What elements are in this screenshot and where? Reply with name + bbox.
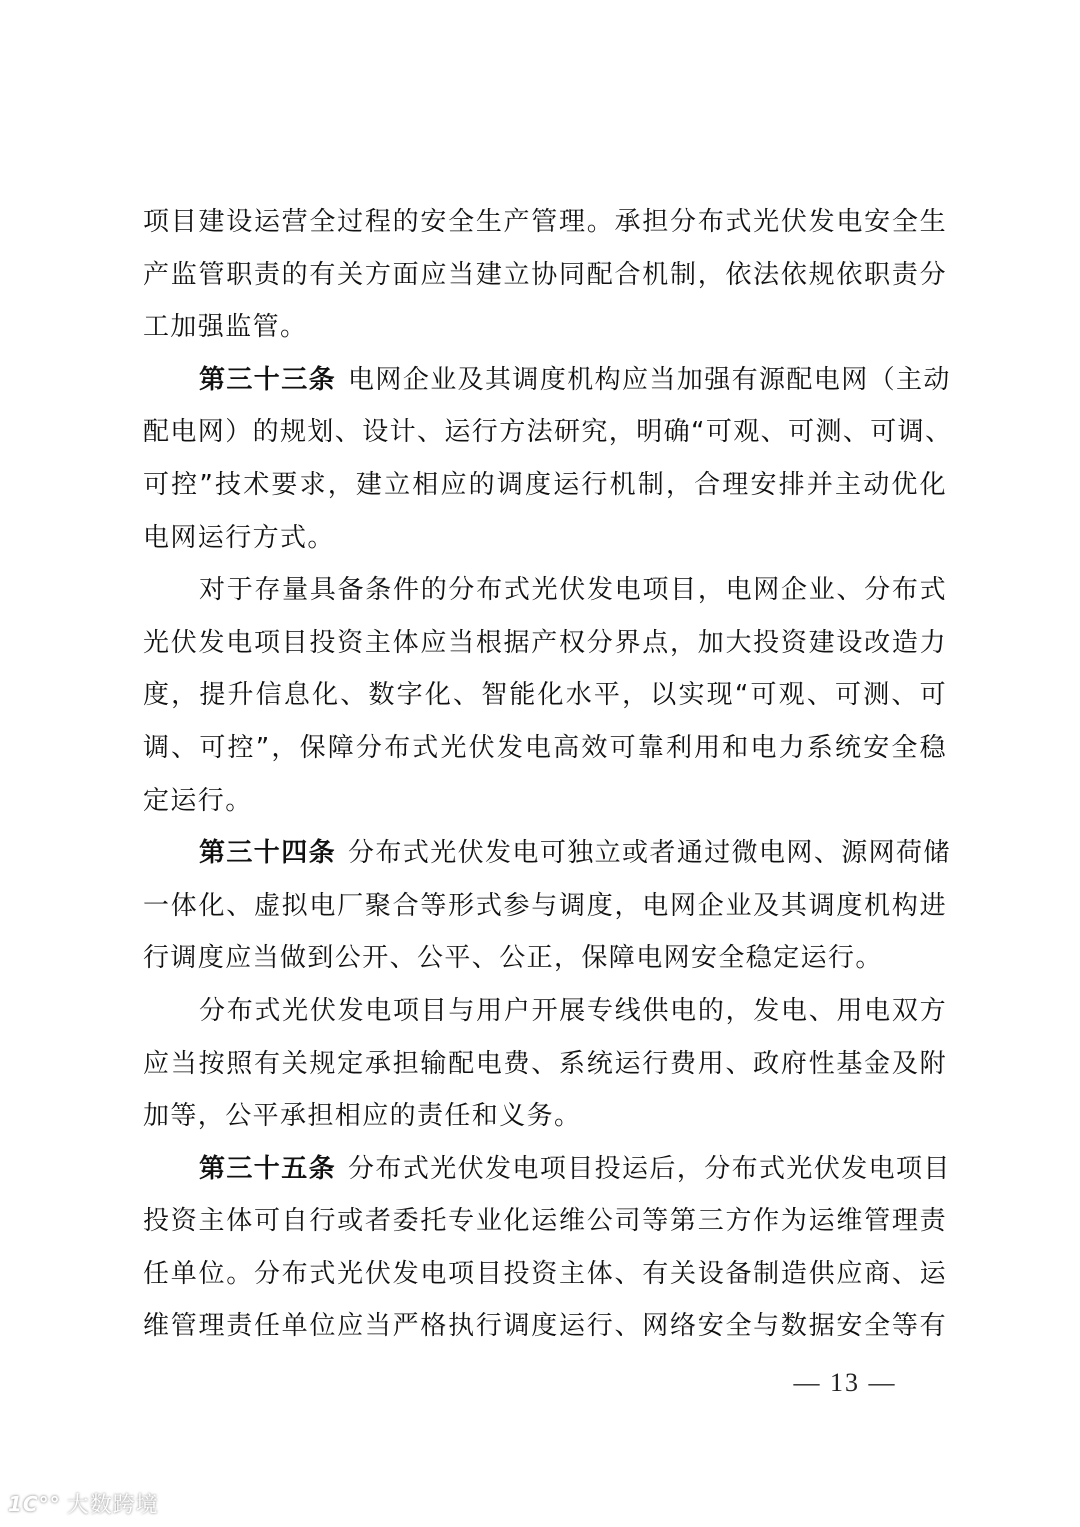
page-number: — 13 — [793,1368,897,1397]
text-line: 一体化、虚拟电厂聚合等形式参与调度，电网企业及其调度机构进 [143,890,947,921]
text-line: 定运行。 [143,785,253,816]
text-line: 可控”技术要求，建立相应的调度运行机制，合理安排并主动优化 [143,469,947,500]
text-line: 分布式光伏发电项目与用户开展专线供电的，发电、用电双方 [199,995,947,1026]
watermark [8,1488,159,1519]
text-line: 维管理责任单位应当严格执行调度运行、网络安全与数据安全等有 [143,1311,947,1342]
text-line: 应当按照有关规定承担输配电费、系统运行费用、政府性基金及附 [143,1048,947,1079]
article-text: 电网企业及其调度机构应当加强有源配电网（主动 [348,364,951,395]
text-line: 项目建设运营全过程的安全生产管理。承担分布式光伏发电安全生 [143,207,947,237]
text-line: 任单位。分布式光伏发电项目投资主体、有关设备制造供应商、运 [143,1258,947,1289]
article-number: 第三十五条 [199,1153,337,1184]
article-number: 第三十三条 [199,364,337,395]
text-line: 对于存量具备条件的分布式光伏发电项目，电网企业、分布式 [199,575,947,606]
article-35-first-line [143,1143,951,1196]
text-line: 光伏发电项目投资主体应当根据产权分界点，加大投资建设改造力 [143,627,947,658]
article-34-first-line [143,827,951,880]
text-line: 行调度应当做到公开、公平、公正，保障电网安全稳定运行。 [143,943,883,974]
text-line: 产监管职责的有关方面应当建立协同配合机制，依法依规依职责分 [143,259,947,290]
text-line: 工加强监管。 [143,312,308,343]
text-line: 加等，公平承担相应的责任和义务。 [143,1101,582,1132]
article-text: 分布式光伏发电项目投运后，分布式光伏发电项目 [348,1153,951,1184]
watermark-brand: 大数跨境 [66,1493,159,1518]
text-line: 度，提升信息化、数字化、智能化水平，以实现“可观、可测、可 [143,680,947,711]
text-line: 配电网）的规划、设计、运行方法研究，明确“可观、可测、可调、 [143,417,953,448]
article-number: 第三十四条 [199,838,337,869]
watermark-logo-icon: 1C°° [8,1491,61,1516]
text-line: 电网运行方式。 [143,522,335,553]
text-line: 调、可控”，保障分布式光伏发电高效可靠利用和电力系统安全稳 [143,732,947,763]
text-line: 投资主体可自行或者委托专业化运维公司等第三方作为运维管理责 [143,1206,947,1237]
document-body [143,196,953,1353]
article-text: 分布式光伏发电可独立或者通过微电网、源网荷储 [348,838,951,869]
article-33-first-line [143,354,951,407]
